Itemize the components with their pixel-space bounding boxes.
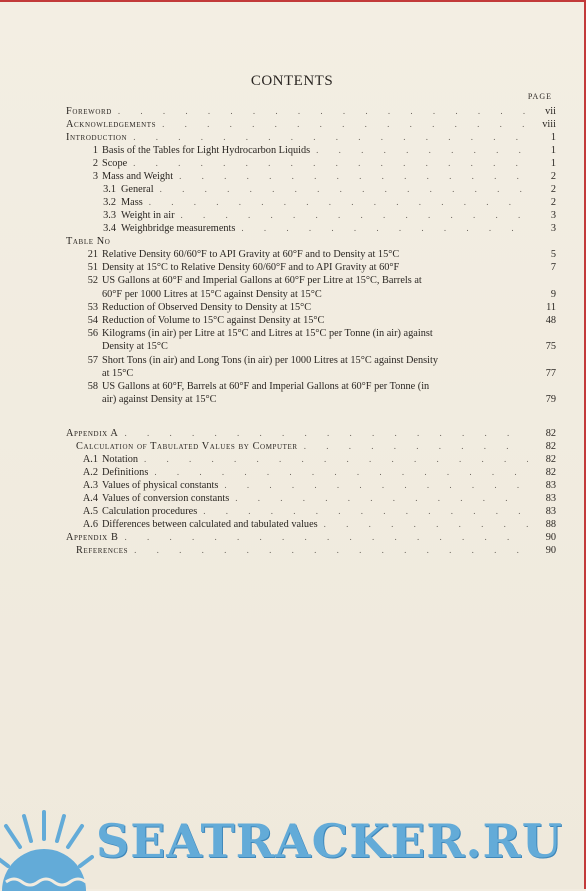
toc-label: Appendix B	[66, 532, 119, 544]
toc-label: Appendix A	[66, 428, 119, 440]
toc-table-entry[interactable]: 56 Kilograms (in air) per Litre at 15°C and Litres at 15°C per Tonne (in air) against Density at 15°C 75	[87, 328, 556, 353]
toc-entry[interactable]: 3 Mass and Weight . . . 2	[66, 170, 556, 183]
toc-page: 1	[550, 158, 556, 169]
toc-page: 3	[550, 210, 556, 221]
toc-label: General	[121, 184, 154, 195]
toc-label: Relative Density 60/60°F to API Gravity at 60°F and to Density at 15°C	[102, 249, 400, 260]
toc-page: 1	[550, 145, 556, 156]
toc-entry[interactable]: 1 Basis of the Tables for Light Hydrocarbon Liquids . . . 1	[66, 144, 556, 157]
toc-page: 82	[545, 441, 556, 453]
toc-label: Mass	[121, 197, 143, 208]
toc-label: Short Tons (in air) and Long Tons (in air) per 1000 Litres at 15°C against Density	[102, 354, 439, 366]
toc-page: 48	[545, 315, 556, 327]
toc-label: Differences between calculated and tabulated values	[102, 519, 318, 531]
toc-entry-appendix-b[interactable]	[66, 531, 556, 544]
toc-page: 1	[550, 132, 556, 143]
toc-page: vii	[545, 106, 556, 117]
toc-subentry[interactable]: 3.4 Weighbridge measurements . . . 3	[66, 222, 556, 235]
toc-label: US Gallons at 60°F, Barrels at 60°F and Imperial Gallons at 60°F per Tonne (in	[102, 381, 430, 393]
toc-label: Foreword	[66, 106, 112, 117]
toc-label: Weight in air	[121, 210, 175, 221]
toc-page: 79	[545, 394, 556, 406]
toc-page: 75	[545, 341, 556, 353]
toc-page: 83	[545, 480, 556, 492]
toc-page: 77	[545, 367, 556, 379]
toc-entry-appendix-a[interactable]	[66, 427, 556, 440]
toc-subentry[interactable]: 3.2 Mass . . . 2	[66, 196, 556, 209]
toc-label: Calculation procedures	[102, 506, 198, 518]
toc-page: 2	[550, 184, 556, 195]
toc-label: Basis of the Tables for Light Hydrocarbon Liquids	[102, 145, 311, 156]
toc-label: Values of conversion constants	[102, 493, 230, 505]
toc-table-entry[interactable]: 57 Short Tons (in air) and Long Tons (in air) per 1000 Litres at 15°C against Density at 15°C 77	[87, 354, 556, 379]
toc-entry[interactable]: 2 Scope . . . 1	[66, 157, 556, 170]
toc-label: US Gallons at 60°F and Imperial Gallons at 60°F per Litre at 15°C, Barrels at	[102, 275, 422, 287]
toc-entry-introduction[interactable]	[66, 131, 556, 144]
toc-page: 9	[550, 288, 556, 300]
toc-page: 83	[545, 493, 556, 505]
toc-page: 2	[550, 197, 556, 208]
table-of-contents	[66, 105, 556, 557]
toc-label: Reduction of Volume to 15°C against Density at 15°C	[102, 315, 325, 327]
toc-subentry[interactable]: A.4 Values of conversion constants . . . 83	[66, 492, 556, 505]
toc-page: 5	[550, 249, 556, 260]
toc-subentry[interactable]: A.1 Notation . . . 82	[66, 453, 556, 466]
watermark-text: SEATRACKER.RU	[96, 814, 563, 868]
toc-label: Density at 15°C to Relative Density 60/60°F and to API Gravity at 60°F	[102, 262, 400, 274]
toc-page: 7	[550, 262, 556, 274]
toc-page: 2	[550, 171, 556, 182]
toc-subentry[interactable]: A.6 Differences between calculated and tabulated values . . . 88	[66, 518, 556, 531]
toc-entry-foreword[interactable]	[66, 105, 556, 118]
toc-page: 3	[550, 223, 556, 234]
toc-label: Calculation of Tabulated Values by Computer	[76, 441, 298, 453]
toc-table-entry[interactable]: 52 US Gallons at 60°F and Imperial Gallons at 60°F per Litre at 15°C, Barrels at 60°F per 1000 Litres at 15°C against Density at 15°C 9	[87, 275, 556, 300]
toc-page: 11	[546, 301, 556, 313]
page-title: CONTENTS	[250, 73, 334, 89]
toc-subentry[interactable]: A.5 Calculation procedures . . . 83	[66, 505, 556, 518]
toc-label: Kilograms (in air) per Litre at 15°C and Litres at 15°C per Tonne (in air) against	[102, 328, 433, 340]
toc-table-entry[interactable]: 58 US Gallons at 60°F, Barrels at 60°F and Imperial Gallons at 60°F per Tonne (in air) against Density at 15°C 79	[87, 381, 556, 406]
toc-label: Mass and Weight	[102, 171, 174, 182]
toc-label: Acknowledgements	[66, 119, 157, 130]
toc-page: 83	[545, 506, 556, 518]
toc-page: 90	[545, 532, 556, 544]
toc-page: 82	[545, 467, 556, 479]
toc-subentry[interactable]: A.2 Definitions . . . 82	[66, 466, 556, 479]
toc-entry-acknowledgements[interactable]	[66, 118, 556, 131]
toc-page: 82	[545, 428, 556, 440]
toc-label: Scope	[102, 158, 128, 169]
toc-entry-calculation[interactable]	[66, 440, 556, 453]
toc-entry-references[interactable]	[66, 544, 556, 557]
toc-page: 88	[545, 519, 556, 531]
toc-label: References	[76, 545, 129, 557]
page-column-heading: PAGE	[527, 92, 552, 101]
toc-subentry[interactable]: 3.3 Weight in air . . . 3	[66, 209, 556, 222]
toc-label: Notation	[102, 454, 139, 466]
toc-table-entry[interactable]: 51 Density at 15°C to Relative Density 60/60°F and to API Gravity at 60°F 7	[87, 262, 556, 274]
toc-label: Introduction	[66, 132, 128, 143]
toc-page: 90	[545, 545, 556, 557]
toc-label: Reduction of Observed Density to Density at 15°C	[102, 301, 312, 313]
toc-table-entry[interactable]: 21 Relative Density 60/60°F to API Gravity at 60°F and to Density at 15°C 5	[87, 249, 556, 260]
toc-subentry[interactable]: A.3 Values of physical constants . . . 83	[66, 479, 556, 492]
toc-label: Definitions	[102, 467, 149, 479]
toc-subentry[interactable]: 3.1 General . . . 2	[66, 183, 556, 196]
toc-page: viii	[542, 119, 556, 130]
toc-page: 82	[545, 454, 556, 466]
toc-label: Values of physical constants	[102, 480, 219, 492]
toc-table-entry[interactable]: 53 Reduction of Observed Density to Density at 15°C 11	[87, 301, 556, 313]
table-no-heading: Table No	[66, 236, 111, 247]
toc-table-entry[interactable]: 54 Reduction of Volume to 15°C against Density at 15°C 48	[87, 315, 556, 327]
toc-label: Weighbridge measurements	[121, 223, 236, 234]
